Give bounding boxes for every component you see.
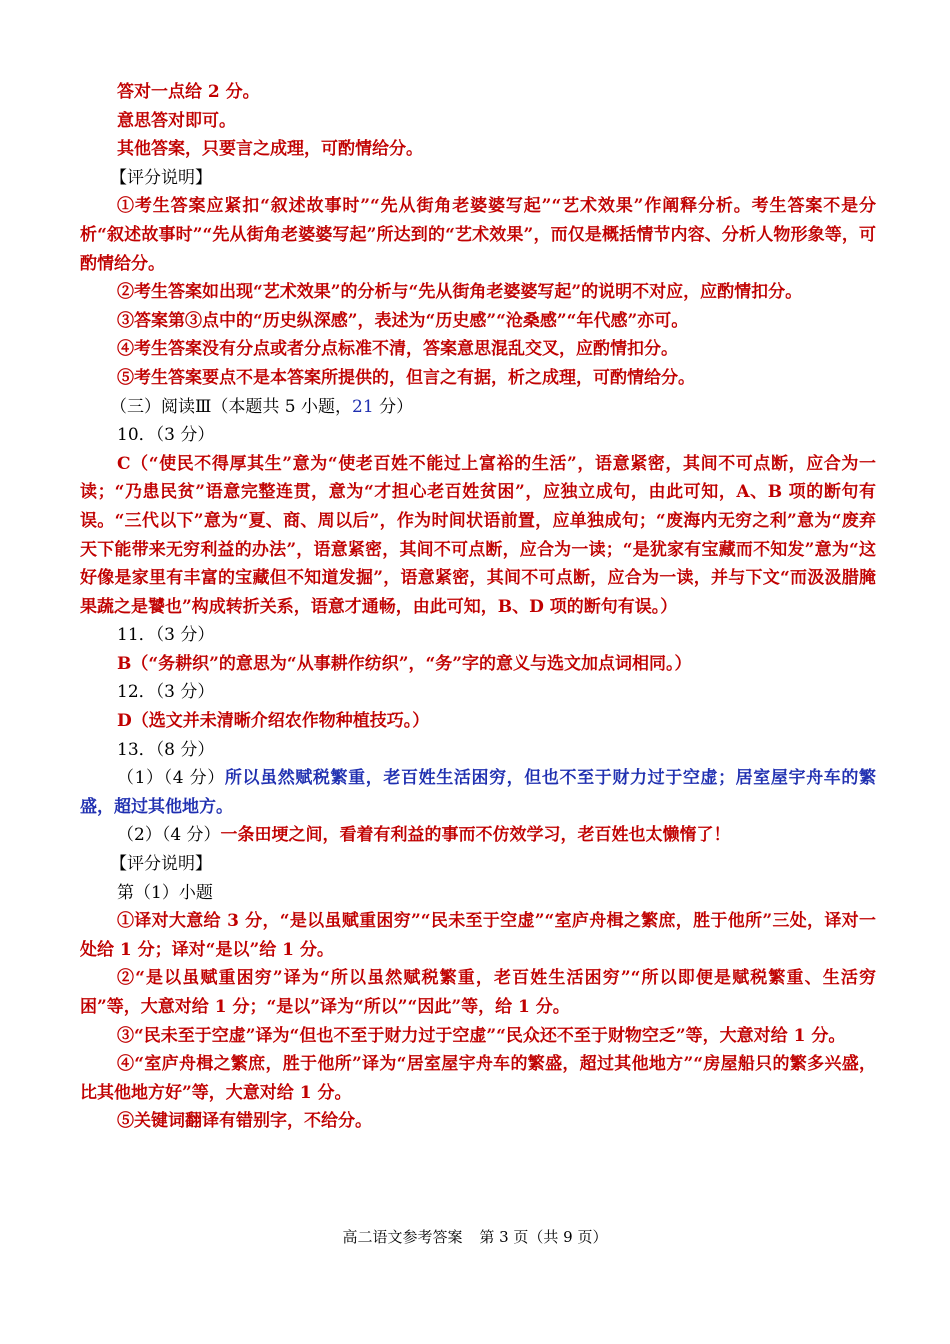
translation-text: 所以虽然赋税繁重，老百姓生活困穷，但也不至于财力过于空虚；居室屋宇舟车的繁盛，超过其他地方。	[80, 768, 876, 817]
answer-paragraph: D（选文并未清晰介绍农作物种植技巧。）	[117, 711, 430, 732]
translation-label: （1）（4 分）	[117, 768, 225, 789]
footer-page-number: 第 3 页（共 9 页）	[479, 1228, 608, 1246]
scoring-note: ⑤关键词翻译有错别字，不给分。	[117, 1111, 372, 1132]
section-score: 21	[352, 396, 374, 417]
scoring-note: ③“民未至于空虚”译为“但也不至于财力过于空虚”“民众还不至于财物空乏”等，大意对给 1 分。	[117, 1025, 846, 1046]
section-heading-text: （三）阅读Ⅲ（本题共 5 小题，	[110, 396, 353, 417]
scoring-line: 答对一点给 2 分。	[117, 82, 260, 102]
sub-question-label: 第（1）小题	[117, 882, 213, 903]
scoring-note: ②“是以虽赋重困穷”译为“所以虽然赋税繁重，老百姓生活困穷”“所以即便是赋税繁重、生活穷困”等，大意对给 1 分；“是以”译为“所以”“因此”等，给 1 分。	[80, 968, 876, 1017]
scoring-notes-heading: 【评分说明】	[110, 167, 212, 188]
section-heading	[80, 393, 876, 422]
scoring-note: ④考生答案没有分点或者分点标准不清，答案意思混乱交叉，应酌情扣分。	[117, 339, 678, 360]
question-number: 11．（3 分）	[117, 625, 215, 646]
page-footer	[0, 1226, 950, 1247]
answer-paragraph: B（“务耕织”的意思为“从事耕作纺织”，“务”字的意义与选文加点词相同。）	[117, 653, 692, 674]
answer-paragraph: C（“使民不得厚其生”意为“使老百姓不能过上富裕的生活”，语意紧密，其间不可点断，应合为一读；“乃患民贫”语意完整连贯，意为“才担心老百姓贫困”，应独立成句，由此可知，A、B 项的断句有误。“三代以下”意为“夏、商、周以后”，作为时间状语前置，应单独成句；“废海内无穷之利”意为“废弃天下能带来无穷利益的办法”，语意紧密，其间不可点断，应合为一读；“是犹家有宝藏而不知发”意为“这好像是家里有丰富的宝藏但不知道发掘”，语意紧密，其间不可点断，应合为一读，并与下文“而汲汲腊腌果蔬之是饕也”构成转折关系，语意才通畅，由此可知，B、D 项的断句有误。）	[80, 453, 876, 617]
question-number: 10．（3 分）	[117, 425, 215, 446]
scoring-line: 其他答案，只要言之成理，可酌情给分。	[117, 139, 423, 160]
question-number: 13．（8 分）	[117, 739, 215, 760]
translation-1	[80, 764, 876, 821]
answer-content	[80, 78, 876, 1136]
question-number: 12．（3 分）	[117, 682, 215, 703]
translation-text: 一条田埂之间，看着有利益的事而不仿效学习，老百姓也太懒惰了！	[220, 825, 731, 846]
scoring-notes-heading: 【评分说明】	[110, 854, 212, 875]
translation-label: （2）（4 分）	[117, 825, 221, 846]
scoring-note: ③答案第③点中的“历史纵深感”，表述为“历史感”“沧桑感”“年代感”亦可。	[117, 310, 689, 331]
scoring-note: ①译对大意给 3 分，“是以虽赋重困穷”“民未至于空虚”“室庐舟楫之繁庶，胜于他所”三处，译对一处给 1 分；译对“是以”给 1 分。	[80, 911, 876, 960]
footer-title: 高二语文参考答案	[342, 1228, 463, 1246]
scoring-note: ⑤考生答案要点不是本答案所提供的，但言之有据，析之成理，可酌情给分。	[117, 367, 695, 388]
scoring-note: ④“室庐舟楫之繁庶，胜于他所”译为“居室屋宇舟车的繁盛，超过其他地方”“房屋船只的繁多兴盛，比其他地方好”等，大意对给 1 分。	[80, 1054, 876, 1103]
scoring-line: 意思答对即可。	[117, 110, 236, 131]
scoring-note: ①考生答案应紧扣“叙述故事时”“先从街角老婆婆写起”“艺术效果”作阐释分析。考生答案不是分析“叙述故事时”“先从街角老婆婆写起”所达到的“艺术效果”，而仅是概括情节内容、分析人物形象等，可酌情给分。	[80, 196, 876, 274]
translation-2	[80, 821, 876, 850]
section-heading-tail: 分）	[373, 396, 414, 417]
scoring-note: ②考生答案如出现“艺术效果”的分析与“先从街角老婆婆写起”的说明不对应，应酌情扣分。	[117, 282, 803, 303]
